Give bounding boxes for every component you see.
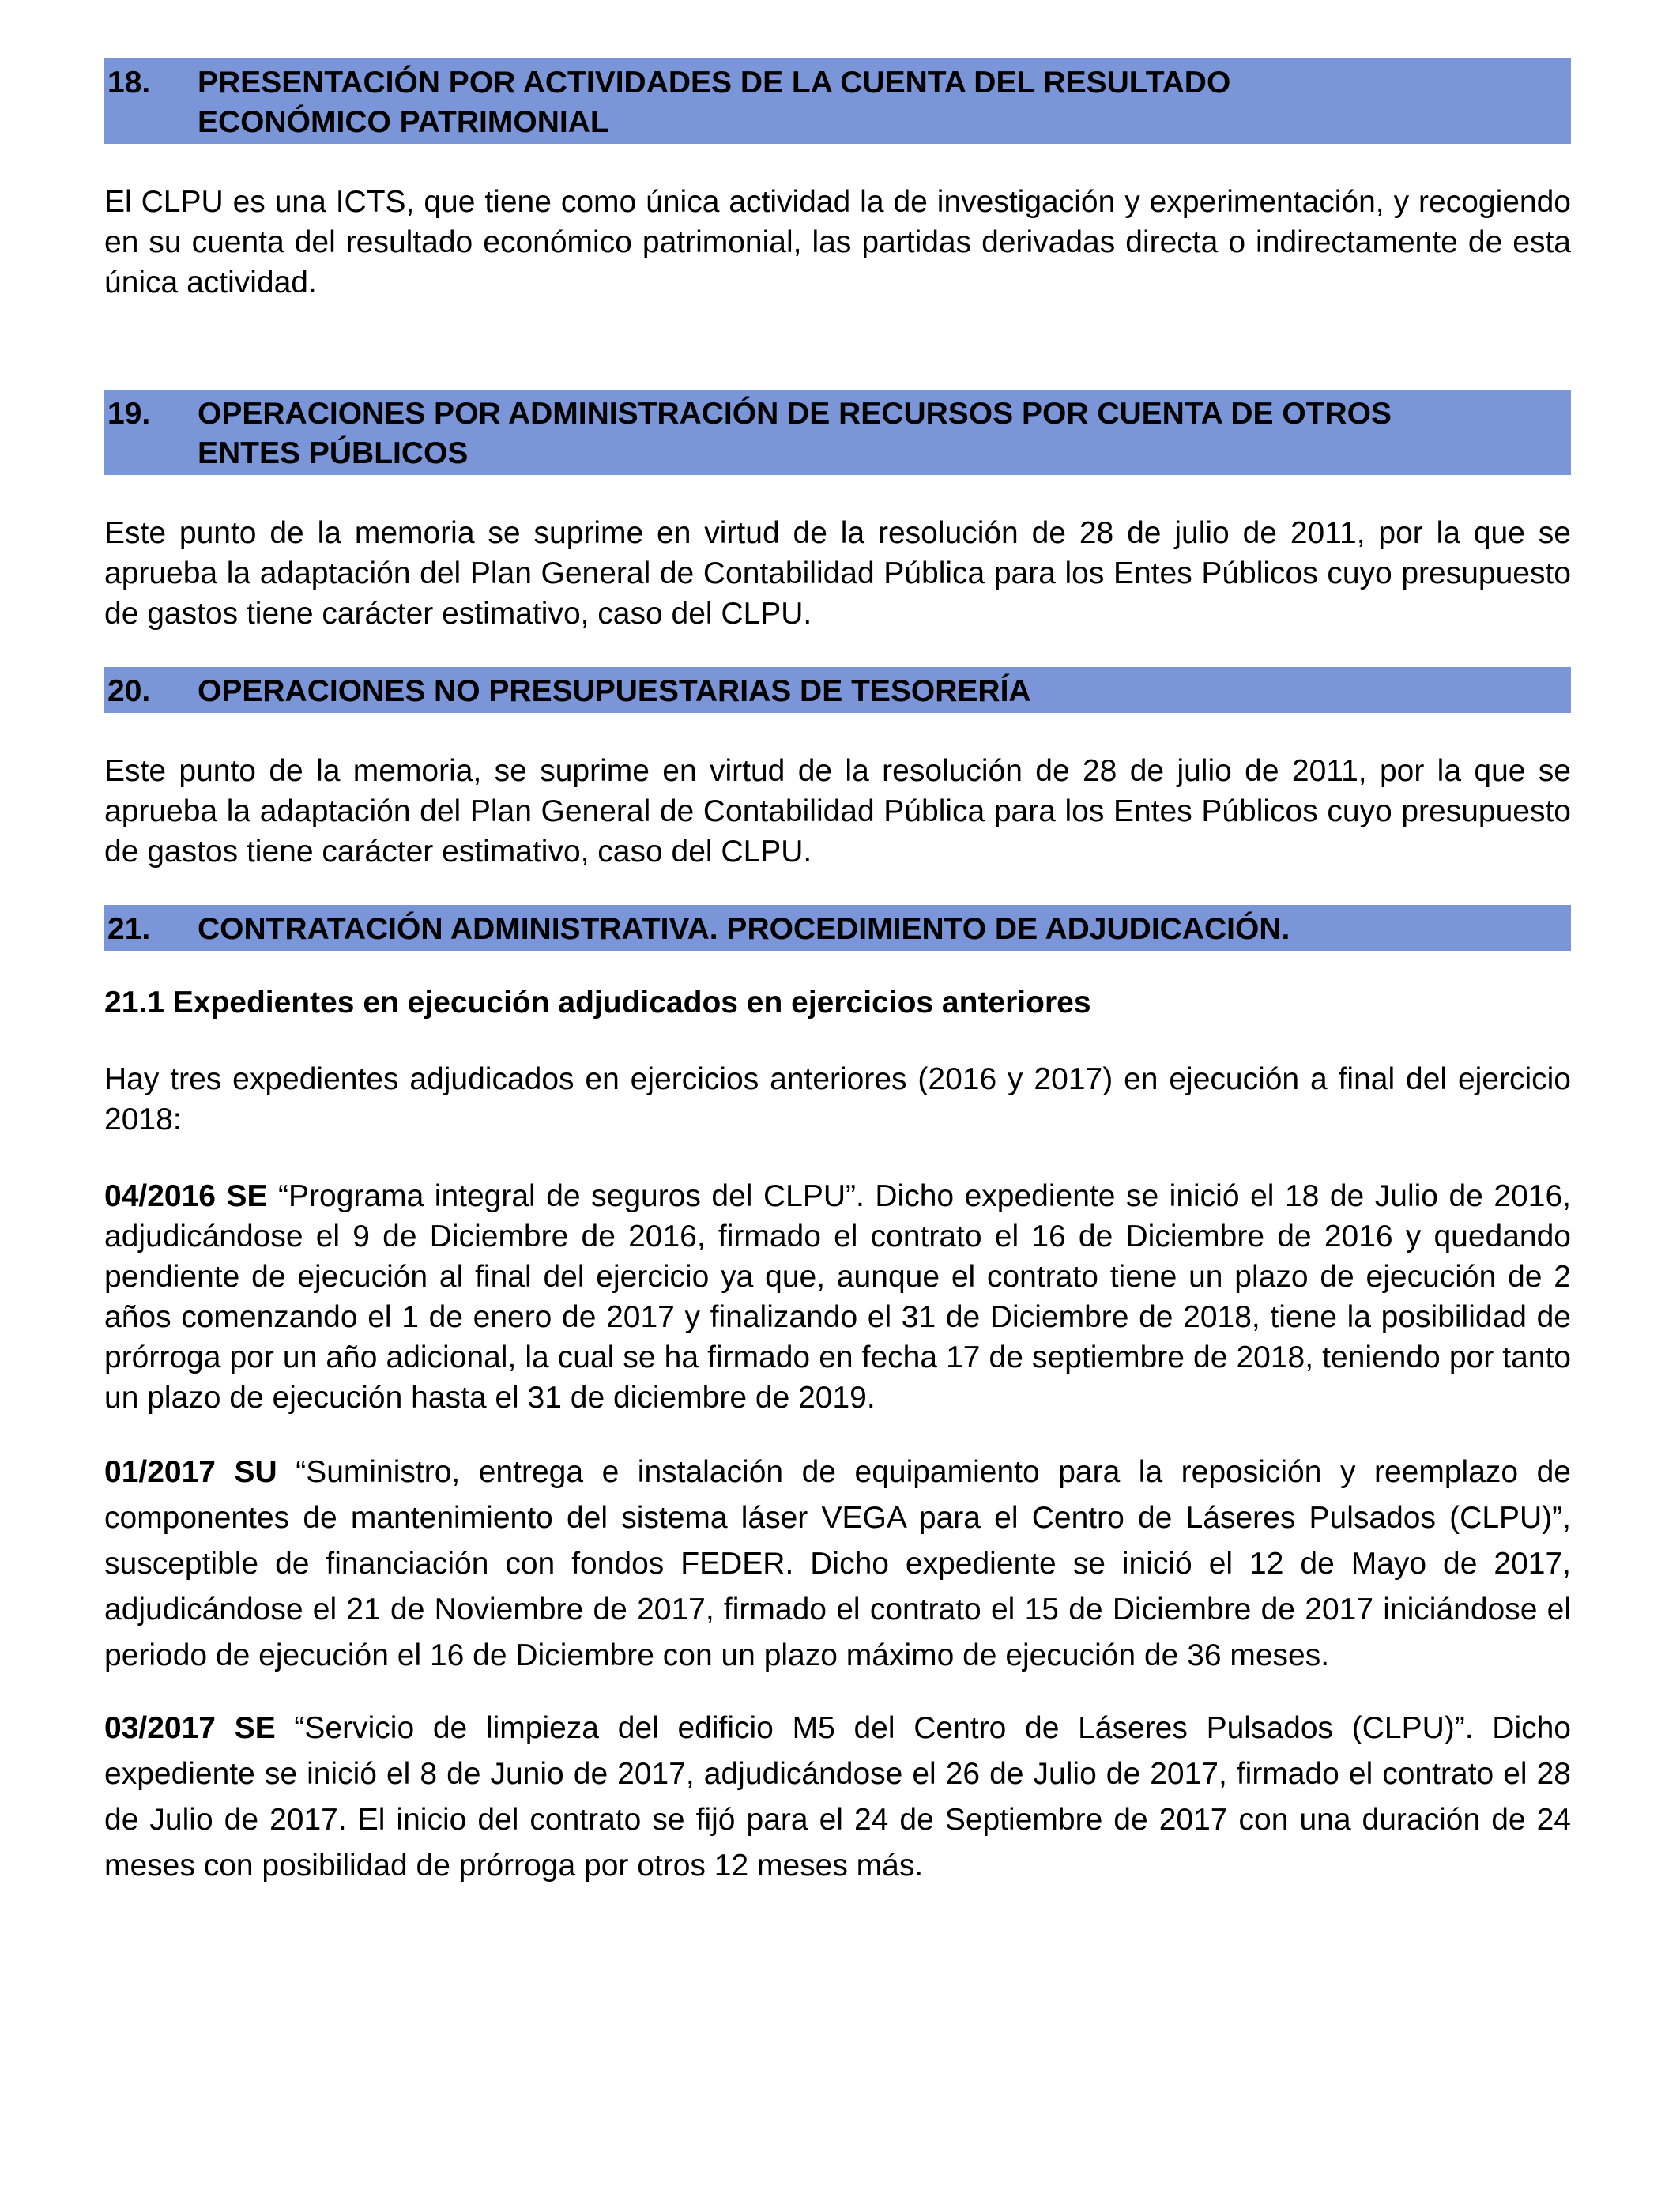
section-18-body: El CLPU es una ICTS, que tiene como única actividad la de investigación y experimentación, y recogiendo en su cuenta del resultado económico patrimonial, las partidas derivadas directa o indirectamente de esta única actividad. <box>104 185 1571 300</box>
section-title-line: ENTES PÚBLICOS <box>198 436 469 470</box>
expediente-paragraph <box>104 1706 1571 1889</box>
section-number: 21. <box>107 912 151 946</box>
section-number: 19. <box>107 397 151 431</box>
section-title-line: OPERACIONES POR ADMINISTRACIÓN DE RECURSOS POR CUENTA DE OTROS <box>198 397 1392 431</box>
section-19-header <box>104 390 1571 475</box>
section-title <box>198 394 1563 473</box>
section-19-body: Este punto de la memoria se suprime en virtud de la resolución de 28 de julio de 2011, por la que se aprueba la adaptación del Plan General de Contabilidad Pública para los Entes Públicos cuyo presupuesto de gastos tiene carácter estimativo, caso del CLPU. <box>104 516 1571 631</box>
expediente-text: “Servicio de limpieza del edificio M5 del Centro de Láseres Pulsados (CLPU)”. Dicho expediente se inició el 8 de Junio de 2017, adjudicándose el 26 de Julio de 2017, firmado el contrato el 28 de Julio de 2017. El inicio del contrato se fijó para el 24 de Septiembre de 2017 con una duración de 24 meses con posibilidad de prórroga por otros 12 meses más. <box>104 1711 1571 1883</box>
section-21-intro: Hay tres expedientes adjudicados en ejercicios anteriores (2016 y 2017) en ejecución a final del ejercicio 2018: <box>104 1062 1571 1137</box>
section-title: OPERACIONES NO PRESUPUESTARIAS DE TESORERÍA <box>198 674 1031 708</box>
expediente-code: 04/2016 SE <box>104 1179 268 1213</box>
section-18-header <box>104 58 1571 144</box>
section-number: 18. <box>107 66 151 100</box>
section-number: 20. <box>107 674 151 708</box>
section-21-header <box>104 905 1571 951</box>
section-20-header <box>104 667 1571 713</box>
section-title <box>198 63 1563 142</box>
expediente-paragraph <box>104 1449 1571 1679</box>
expediente-paragraph <box>104 1176 1571 1418</box>
document-page <box>104 55 1571 1889</box>
section-title-line: ECONÓMICO PATRIMONIAL <box>198 105 609 139</box>
expediente-code: 03/2017 SE <box>104 1711 276 1745</box>
expediente-text: “Programa integral de seguros del CLPU”. Dicho expediente se inició el 18 de Julio de 2016, adjudicándose el 9 de Diciembre de 2016, firmado el contrato el 16 de Diciembre de 2016 y quedando pendiente de ejecución al final del ejercicio ya que, aunque el contrato tiene un plazo de ejecución de 2 años comenzando el 1 de enero de 2017 y finalizando el 31 de Diciembre de 2018, tiene la posibilidad de prórroga por un año adicional, la cual se ha firmado en fecha 17 de septiembre de 2018, teniendo por tanto un plazo de ejecución hasta el 31 de diciembre de 2019. <box>104 1179 1571 1415</box>
section-title: CONTRATACIÓN ADMINISTRATIVA. PROCEDIMIENTO DE ADJUDICACIÓN. <box>198 912 1290 946</box>
expediente-code: 01/2017 SU <box>104 1455 277 1489</box>
expediente-text: “Suministro, entrega e instalación de equipamiento para la reposición y reemplazo de componentes de mantenimiento del sistema láser VEGA para el Centro de Láseres Pulsados (CLPU)”, susceptible de financiación con fondos FEDER. Dicho expediente se inició el 12 de Mayo de 2017, adjudicándose el 21 de Noviembre de 2017, firmado el contrato el 15 de Diciembre de 2017 iniciándose el periodo de ejecución el 16 de Diciembre con un plazo máximo de ejecución de 36 meses. <box>104 1455 1571 1672</box>
subsection-title: 21.1 Expedientes en ejecución adjudicados en ejercicios anteriores <box>104 986 1091 1020</box>
section-title-line: PRESENTACIÓN POR ACTIVIDADES DE LA CUENTA DEL RESULTADO <box>198 66 1231 100</box>
section-20-body: Este punto de la memoria, se suprime en virtud de la resolución de 28 de julio de 2011, por la que se aprueba la adaptación del Plan General de Contabilidad Pública para los Entes Públicos cuyo presupuesto de gastos tiene carácter estimativo, caso del CLPU. <box>104 754 1571 869</box>
